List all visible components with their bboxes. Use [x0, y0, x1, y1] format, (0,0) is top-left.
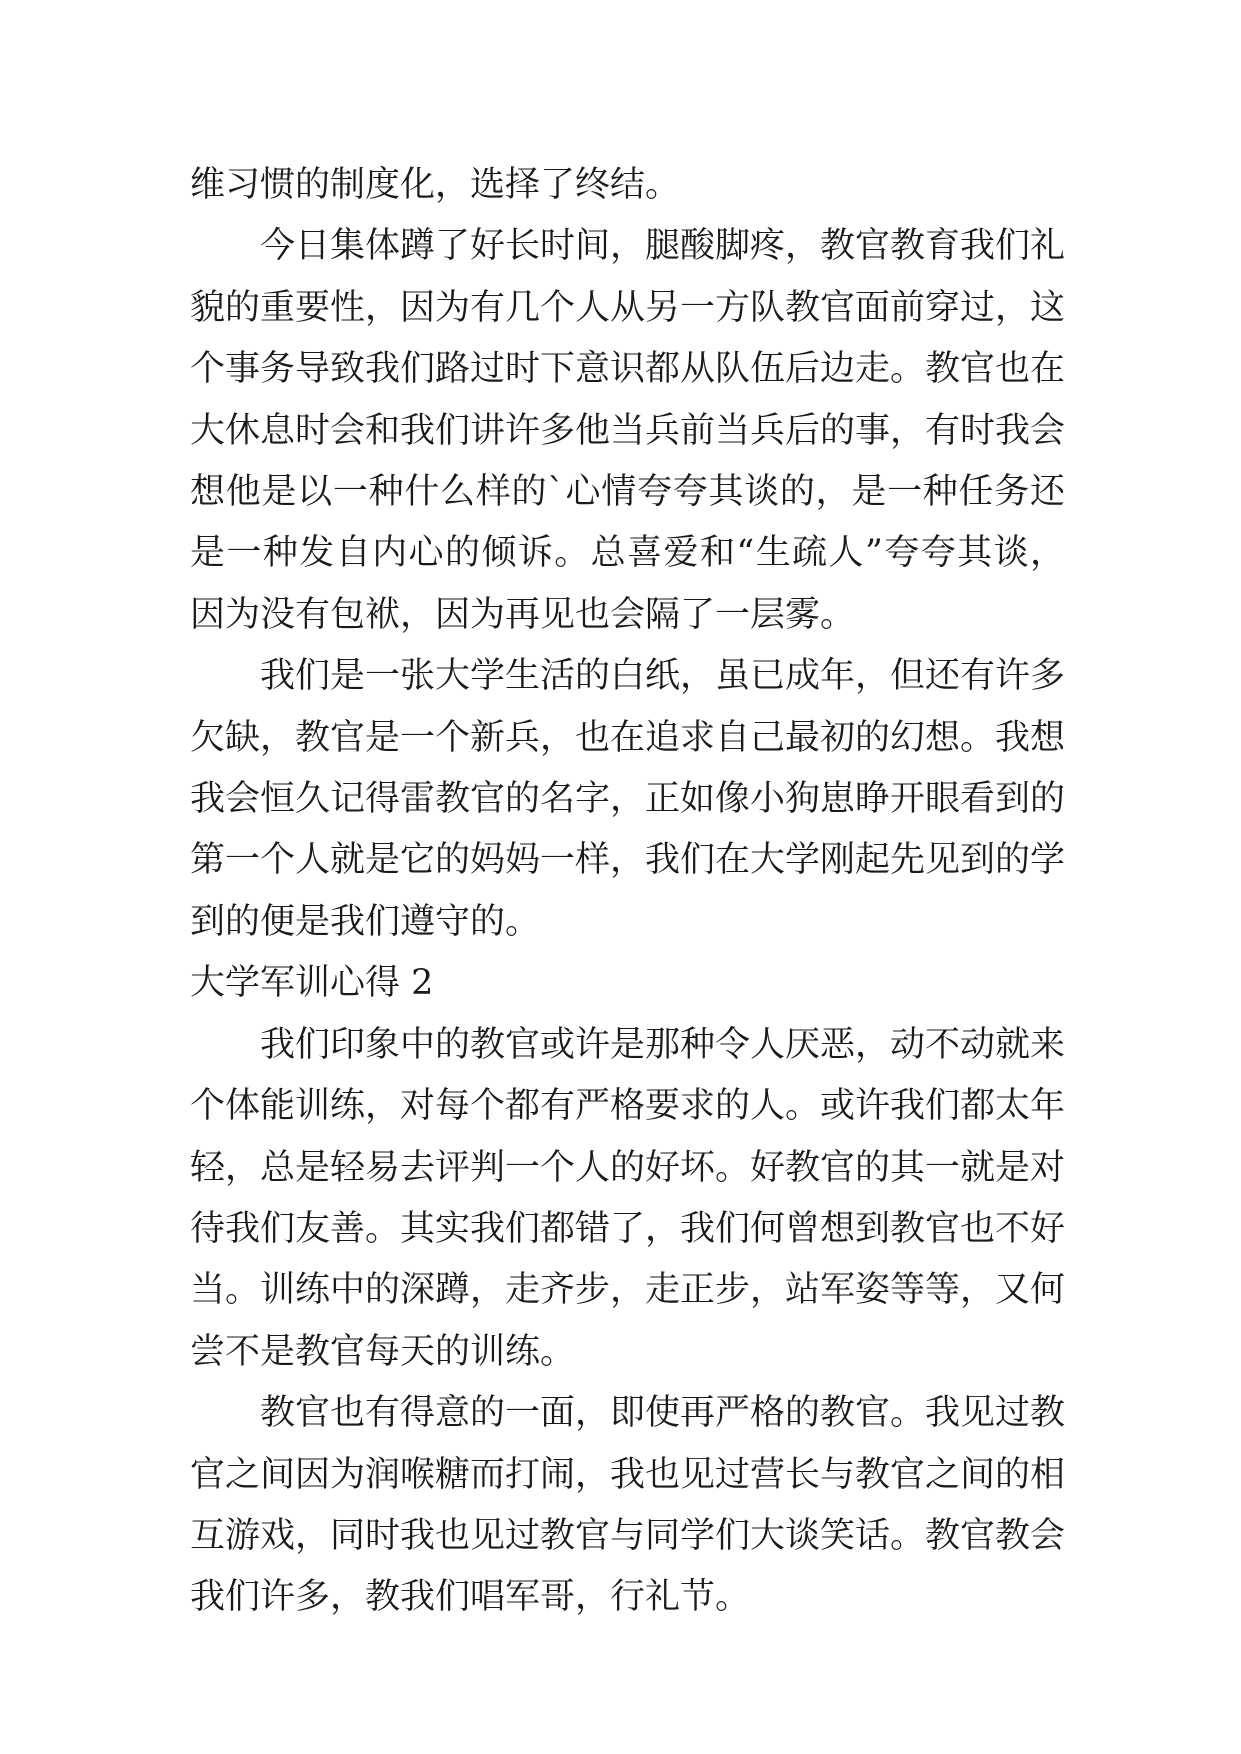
paragraph-continuation: 维习惯的制度化，选择了终结。 [190, 165, 681, 205]
paragraph: 我们印象中的教官或许是那种令人厌恶，动不动就来个体能训练，对每个都有严格要求的人。或许我们都太年轻，总是轻易去评判一个人的好坏。好教官的其一就是对待我们友善。其实我们都错了，我们何曾想到教官也不好当。训练中的深蹲，走齐步，走正步，站军姿等等，又何尝不是教官每天的训练。 [190, 1024, 1066, 1372]
paragraph: 教官也有得意的一面，即使再严格的教官。我见过教官之间因为润喉糖而打闹，我也见过营长与教官之间的相互游戏，同时我也见过教官与同学们大谈笑话。教官教会我们许多，教我们唱军哥，行礼节。 [190, 1393, 1066, 1618]
paragraph: 今日集体蹲了好长时间，腿酸脚疼，教官教育我们礼貌的重要性，因为有几个人从另一方队教官面前穿过，这个事务导致我们路过时下意识都从队伍后边走。教官也在大休息时会和我们讲许多他当兵前当兵后的事，有时我会想他是以一种什么样的`心情夸夸其谈的，是一种任务还是一种发自内心的倾诉。总喜爱和“生疏人”夸夸其谈，因为没有包袱，因为再见也会隔了一层雾。 [190, 226, 1066, 635]
section-heading: 大学军训心得 2 [190, 963, 434, 1004]
paragraph: 我们是一张大学生活的白纸，虽已成年，但还有许多欠缺，教官是一个新兵，也在追求自己最初的幻想。我想我会恒久记得雷教官的名字，正如像小狗崽睁开眼看到的第一个人就是它的妈妈一样，我们在大学刚起先见到的学到的便是我们遵守的。 [190, 656, 1066, 942]
document-body [190, 155, 1065, 1629]
